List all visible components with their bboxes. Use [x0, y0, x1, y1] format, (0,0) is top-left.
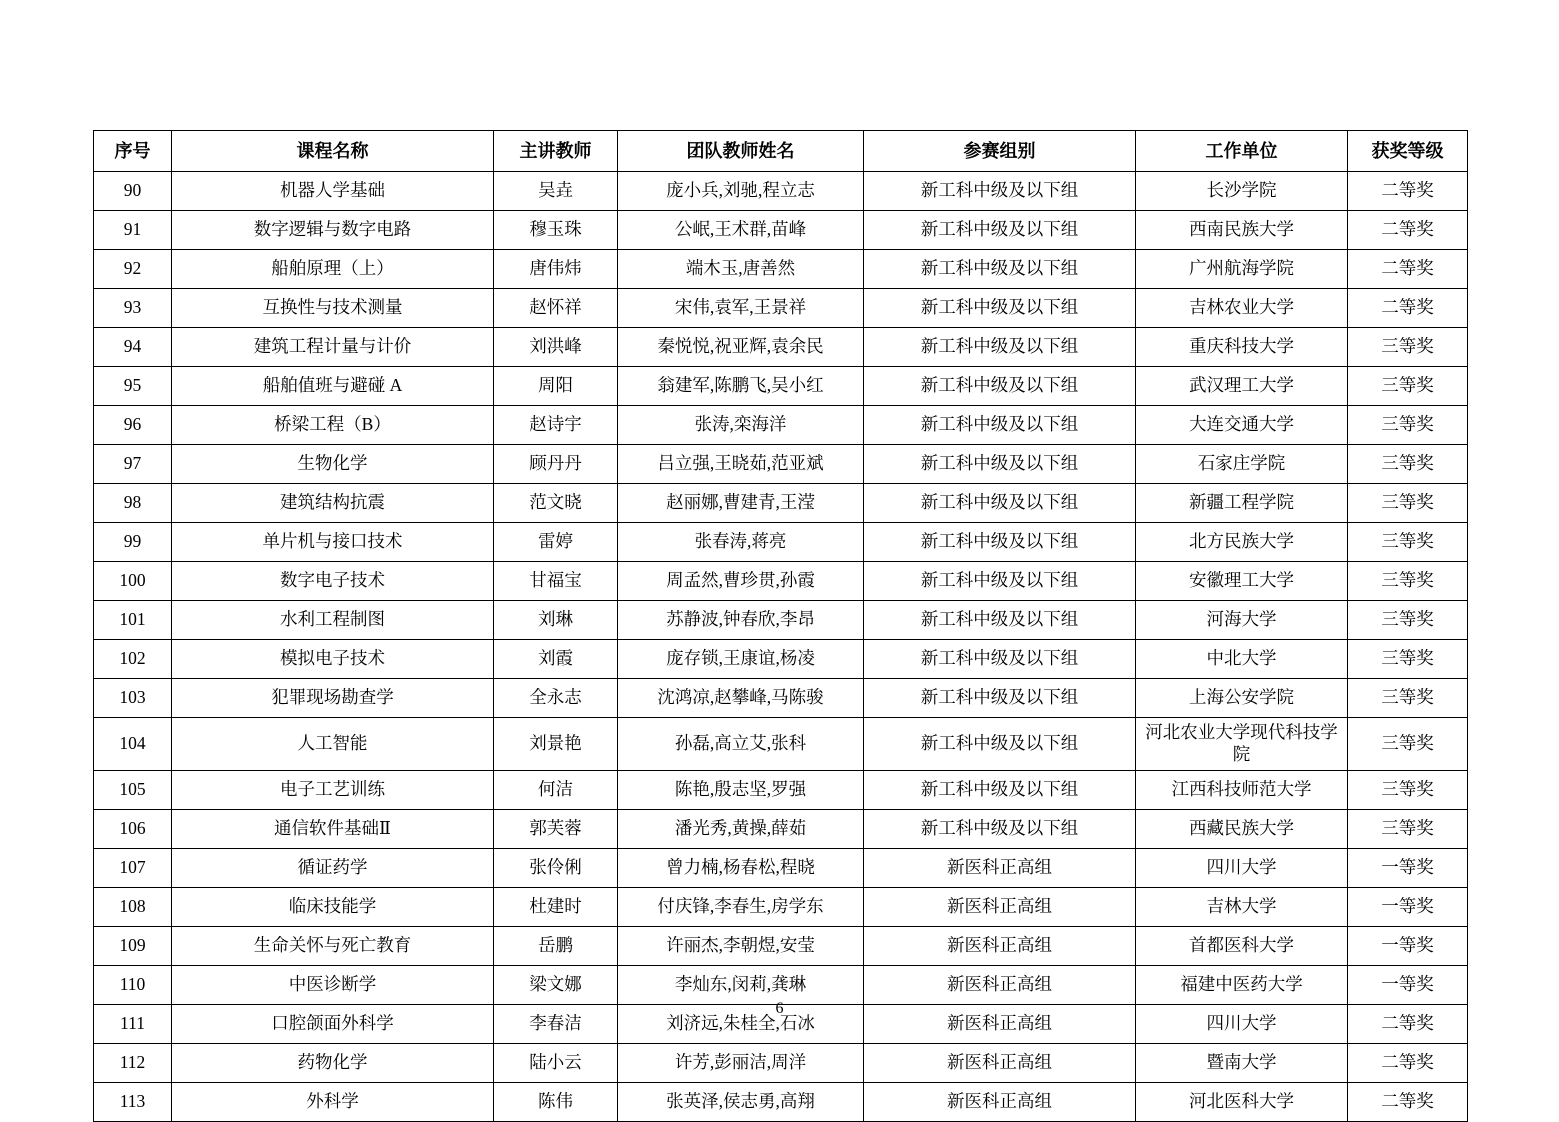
cell-institution: 江西科技师范大学: [1136, 770, 1348, 809]
cell-lead-teacher: 雷婷: [494, 523, 618, 562]
cell-lead-teacher: 赵诗宇: [494, 406, 618, 445]
cell-group: 新工科中级及以下组: [864, 718, 1136, 771]
cell-institution: 北方民族大学: [1136, 523, 1348, 562]
cell-team-teachers: 张英泽,侯志勇,高翔: [618, 1082, 864, 1121]
award-table: [93, 130, 1468, 1122]
cell-team-teachers: 曾力楠,杨春松,程晓: [618, 848, 864, 887]
table-row: [94, 250, 1468, 289]
cell-group: 新工科中级及以下组: [864, 601, 1136, 640]
cell-award-level: 三等奖: [1348, 445, 1468, 484]
cell-institution: 安徽理工大学: [1136, 562, 1348, 601]
cell-course-name: 建筑结构抗震: [172, 484, 494, 523]
table-row: [94, 289, 1468, 328]
cell-index: 111: [94, 1004, 172, 1043]
cell-team-teachers: 端木玉,唐善然: [618, 250, 864, 289]
cell-group: 新医科正高组: [864, 926, 1136, 965]
cell-course-name: 电子工艺训练: [172, 770, 494, 809]
column-header-index: 序号: [94, 131, 172, 172]
cell-institution: 四川大学: [1136, 848, 1348, 887]
cell-institution: 广州航海学院: [1136, 250, 1348, 289]
page-number: 6: [775, 1000, 784, 1017]
cell-award-level: 二等奖: [1348, 172, 1468, 211]
cell-course-name: 人工智能: [172, 718, 494, 771]
cell-lead-teacher: 唐伟炜: [494, 250, 618, 289]
cell-award-level: 二等奖: [1348, 289, 1468, 328]
award-table-container: [93, 130, 1467, 1122]
cell-group: 新工科中级及以下组: [864, 172, 1136, 211]
cell-group: 新工科中级及以下组: [864, 328, 1136, 367]
cell-group: 新工科中级及以下组: [864, 809, 1136, 848]
cell-index: 107: [94, 848, 172, 887]
cell-lead-teacher: 梁文娜: [494, 965, 618, 1004]
cell-award-level: 三等奖: [1348, 406, 1468, 445]
cell-team-teachers: 庞存锁,王康谊,杨凌: [618, 640, 864, 679]
cell-index: 113: [94, 1082, 172, 1121]
cell-group: 新工科中级及以下组: [864, 367, 1136, 406]
cell-institution: 武汉理工大学: [1136, 367, 1348, 406]
cell-course-name: 临床技能学: [172, 887, 494, 926]
column-header-team-teachers: 团队教师姓名: [618, 131, 864, 172]
cell-course-name: 口腔颌面外科学: [172, 1004, 494, 1043]
cell-index: 96: [94, 406, 172, 445]
table-row: [94, 887, 1468, 926]
cell-award-level: 一等奖: [1348, 926, 1468, 965]
column-header-lead-teacher: 主讲教师: [494, 131, 618, 172]
cell-group: 新工科中级及以下组: [864, 679, 1136, 718]
cell-group: 新工科中级及以下组: [864, 770, 1136, 809]
cell-index: 92: [94, 250, 172, 289]
cell-lead-teacher: 何洁: [494, 770, 618, 809]
table-row: [94, 328, 1468, 367]
cell-index: 94: [94, 328, 172, 367]
cell-team-teachers: 孙磊,高立艾,张科: [618, 718, 864, 771]
cell-institution: 暨南大学: [1136, 1043, 1348, 1082]
cell-institution: 河海大学: [1136, 601, 1348, 640]
table-row: [94, 445, 1468, 484]
cell-award-level: 三等奖: [1348, 328, 1468, 367]
cell-lead-teacher: 吴垚: [494, 172, 618, 211]
table-row: [94, 172, 1468, 211]
cell-team-teachers: 周孟然,曹珍贯,孙霞: [618, 562, 864, 601]
column-header-course-name: 课程名称: [172, 131, 494, 172]
cell-award-level: 二等奖: [1348, 1082, 1468, 1121]
cell-course-name: 单片机与接口技术: [172, 523, 494, 562]
table-row: [94, 562, 1468, 601]
cell-group: 新工科中级及以下组: [864, 211, 1136, 250]
cell-index: 95: [94, 367, 172, 406]
cell-group: 新工科中级及以下组: [864, 523, 1136, 562]
table-row: [94, 770, 1468, 809]
cell-course-name: 生命关怀与死亡教育: [172, 926, 494, 965]
cell-award-level: 三等奖: [1348, 770, 1468, 809]
column-header-institution: 工作单位: [1136, 131, 1348, 172]
cell-award-level: 三等奖: [1348, 601, 1468, 640]
cell-award-level: 三等奖: [1348, 640, 1468, 679]
cell-course-name: 机器人学基础: [172, 172, 494, 211]
cell-index: 104: [94, 718, 172, 771]
cell-lead-teacher: 周阳: [494, 367, 618, 406]
cell-group: 新医科正高组: [864, 1004, 1136, 1043]
cell-index: 90: [94, 172, 172, 211]
table-row: [94, 965, 1468, 1004]
table-row: [94, 848, 1468, 887]
cell-course-name: 犯罪现场勘查学: [172, 679, 494, 718]
cell-award-level: 三等奖: [1348, 809, 1468, 848]
cell-institution: 大连交通大学: [1136, 406, 1348, 445]
table-row: [94, 484, 1468, 523]
cell-index: 99: [94, 523, 172, 562]
cell-award-level: 三等奖: [1348, 718, 1468, 771]
table-row: [94, 679, 1468, 718]
cell-course-name: 模拟电子技术: [172, 640, 494, 679]
table-header-row: [94, 131, 1468, 172]
cell-team-teachers: 赵丽娜,曹建青,王滢: [618, 484, 864, 523]
table-row: [94, 809, 1468, 848]
cell-team-teachers: 苏静波,钟春欣,李昂: [618, 601, 864, 640]
cell-course-name: 生物化学: [172, 445, 494, 484]
cell-course-name: 通信软件基础Ⅱ: [172, 809, 494, 848]
cell-index: 110: [94, 965, 172, 1004]
cell-group: 新医科正高组: [864, 1082, 1136, 1121]
cell-group: 新医科正高组: [864, 848, 1136, 887]
cell-institution: 吉林大学: [1136, 887, 1348, 926]
cell-award-level: 三等奖: [1348, 367, 1468, 406]
cell-course-name: 船舶值班与避碰 A: [172, 367, 494, 406]
cell-award-level: 三等奖: [1348, 562, 1468, 601]
cell-index: 105: [94, 770, 172, 809]
cell-course-name: 桥梁工程（B）: [172, 406, 494, 445]
cell-institution: 重庆科技大学: [1136, 328, 1348, 367]
cell-index: 102: [94, 640, 172, 679]
cell-lead-teacher: 穆玉珠: [494, 211, 618, 250]
cell-index: 97: [94, 445, 172, 484]
cell-course-name: 建筑工程计量与计价: [172, 328, 494, 367]
cell-institution: 西南民族大学: [1136, 211, 1348, 250]
cell-institution: 上海公安学院: [1136, 679, 1348, 718]
cell-group: 新工科中级及以下组: [864, 406, 1136, 445]
cell-institution: 首都医科大学: [1136, 926, 1348, 965]
table-header: [94, 131, 1468, 172]
cell-award-level: 二等奖: [1348, 211, 1468, 250]
cell-lead-teacher: 刘琳: [494, 601, 618, 640]
cell-team-teachers: 潘光秀,黄操,薛茹: [618, 809, 864, 848]
cell-lead-teacher: 刘洪峰: [494, 328, 618, 367]
cell-group: 新工科中级及以下组: [864, 289, 1136, 328]
cell-award-level: 三等奖: [1348, 484, 1468, 523]
cell-team-teachers: 刘济远,朱桂全,石冰: [618, 1004, 864, 1043]
cell-course-name: 船舶原理（上）: [172, 250, 494, 289]
cell-award-level: 三等奖: [1348, 523, 1468, 562]
cell-team-teachers: 吕立强,王晓茹,范亚斌: [618, 445, 864, 484]
cell-lead-teacher: 顾丹丹: [494, 445, 618, 484]
cell-team-teachers: 张涛,栾海洋: [618, 406, 864, 445]
table-row: [94, 523, 1468, 562]
cell-index: 112: [94, 1043, 172, 1082]
cell-institution: 新疆工程学院: [1136, 484, 1348, 523]
cell-team-teachers: 宋伟,袁军,王景祥: [618, 289, 864, 328]
cell-lead-teacher: 郭芙蓉: [494, 809, 618, 848]
cell-award-level: 二等奖: [1348, 1004, 1468, 1043]
cell-lead-teacher: 李春洁: [494, 1004, 618, 1043]
cell-group: 新工科中级及以下组: [864, 484, 1136, 523]
cell-lead-teacher: 杜建时: [494, 887, 618, 926]
cell-team-teachers: 许芳,彭丽洁,周洋: [618, 1043, 864, 1082]
cell-course-name: 外科学: [172, 1082, 494, 1121]
cell-lead-teacher: 赵怀祥: [494, 289, 618, 328]
cell-institution: 河北医科大学: [1136, 1082, 1348, 1121]
cell-group: 新医科正高组: [864, 965, 1136, 1004]
cell-team-teachers: 公岷,王术群,苗峰: [618, 211, 864, 250]
cell-index: 106: [94, 809, 172, 848]
table-row: [94, 640, 1468, 679]
table-row: [94, 367, 1468, 406]
table-row: [94, 601, 1468, 640]
cell-award-level: 一等奖: [1348, 965, 1468, 1004]
cell-index: 91: [94, 211, 172, 250]
cell-institution: 四川大学: [1136, 1004, 1348, 1043]
column-header-award-level: 获奖等级: [1348, 131, 1468, 172]
cell-lead-teacher: 范文晓: [494, 484, 618, 523]
cell-lead-teacher: 陈伟: [494, 1082, 618, 1121]
cell-index: 108: [94, 887, 172, 926]
cell-institution: 中北大学: [1136, 640, 1348, 679]
cell-team-teachers: 李灿东,闵莉,龚琳: [618, 965, 864, 1004]
cell-course-name: 水利工程制图: [172, 601, 494, 640]
cell-group: 新工科中级及以下组: [864, 562, 1136, 601]
cell-award-level: 三等奖: [1348, 679, 1468, 718]
cell-team-teachers: 许丽杰,李朝煜,安莹: [618, 926, 864, 965]
cell-lead-teacher: 张伶俐: [494, 848, 618, 887]
cell-group: 新工科中级及以下组: [864, 250, 1136, 289]
cell-institution: 长沙学院: [1136, 172, 1348, 211]
cell-award-level: 一等奖: [1348, 887, 1468, 926]
table-row: [94, 926, 1468, 965]
cell-lead-teacher: 岳鹏: [494, 926, 618, 965]
cell-course-name: 互换性与技术测量: [172, 289, 494, 328]
cell-index: 101: [94, 601, 172, 640]
cell-index: 98: [94, 484, 172, 523]
cell-course-name: 中医诊断学: [172, 965, 494, 1004]
cell-award-level: 二等奖: [1348, 250, 1468, 289]
table-body: [94, 172, 1468, 1122]
cell-course-name: 循证药学: [172, 848, 494, 887]
cell-institution: 福建中医药大学: [1136, 965, 1348, 1004]
cell-index: 109: [94, 926, 172, 965]
cell-institution: 西藏民族大学: [1136, 809, 1348, 848]
cell-course-name: 数字电子技术: [172, 562, 494, 601]
cell-group: 新工科中级及以下组: [864, 640, 1136, 679]
table-row: [94, 211, 1468, 250]
cell-award-level: 二等奖: [1348, 1043, 1468, 1082]
cell-index: 103: [94, 679, 172, 718]
table-row: [94, 1043, 1468, 1082]
cell-group: 新工科中级及以下组: [864, 445, 1136, 484]
cell-group: 新医科正高组: [864, 1043, 1136, 1082]
cell-institution: 河北农业大学现代科技学院: [1136, 718, 1348, 771]
cell-lead-teacher: 刘霞: [494, 640, 618, 679]
cell-lead-teacher: 刘景艳: [494, 718, 618, 771]
cell-team-teachers: 庞小兵,刘驰,程立志: [618, 172, 864, 211]
cell-team-teachers: 秦悦悦,祝亚辉,袁余民: [618, 328, 864, 367]
cell-team-teachers: 付庆锋,李春生,房学东: [618, 887, 864, 926]
cell-team-teachers: 翁建军,陈鹏飞,吴小红: [618, 367, 864, 406]
cell-lead-teacher: 陆小云: [494, 1043, 618, 1082]
cell-team-teachers: 陈艳,殷志坚,罗强: [618, 770, 864, 809]
column-header-group: 参赛组别: [864, 131, 1136, 172]
table-row: [94, 718, 1468, 771]
cell-index: 100: [94, 562, 172, 601]
cell-course-name: 药物化学: [172, 1043, 494, 1082]
cell-lead-teacher: 甘福宝: [494, 562, 618, 601]
cell-course-name: 数字逻辑与数字电路: [172, 211, 494, 250]
cell-group: 新医科正高组: [864, 887, 1136, 926]
cell-lead-teacher: 全永志: [494, 679, 618, 718]
cell-team-teachers: 沈鸿凉,赵攀峰,马陈骏: [618, 679, 864, 718]
cell-institution: 吉林农业大学: [1136, 289, 1348, 328]
cell-index: 93: [94, 289, 172, 328]
cell-team-teachers: 张春涛,蒋亮: [618, 523, 864, 562]
table-row: [94, 406, 1468, 445]
cell-award-level: 一等奖: [1348, 848, 1468, 887]
cell-institution: 石家庄学院: [1136, 445, 1348, 484]
